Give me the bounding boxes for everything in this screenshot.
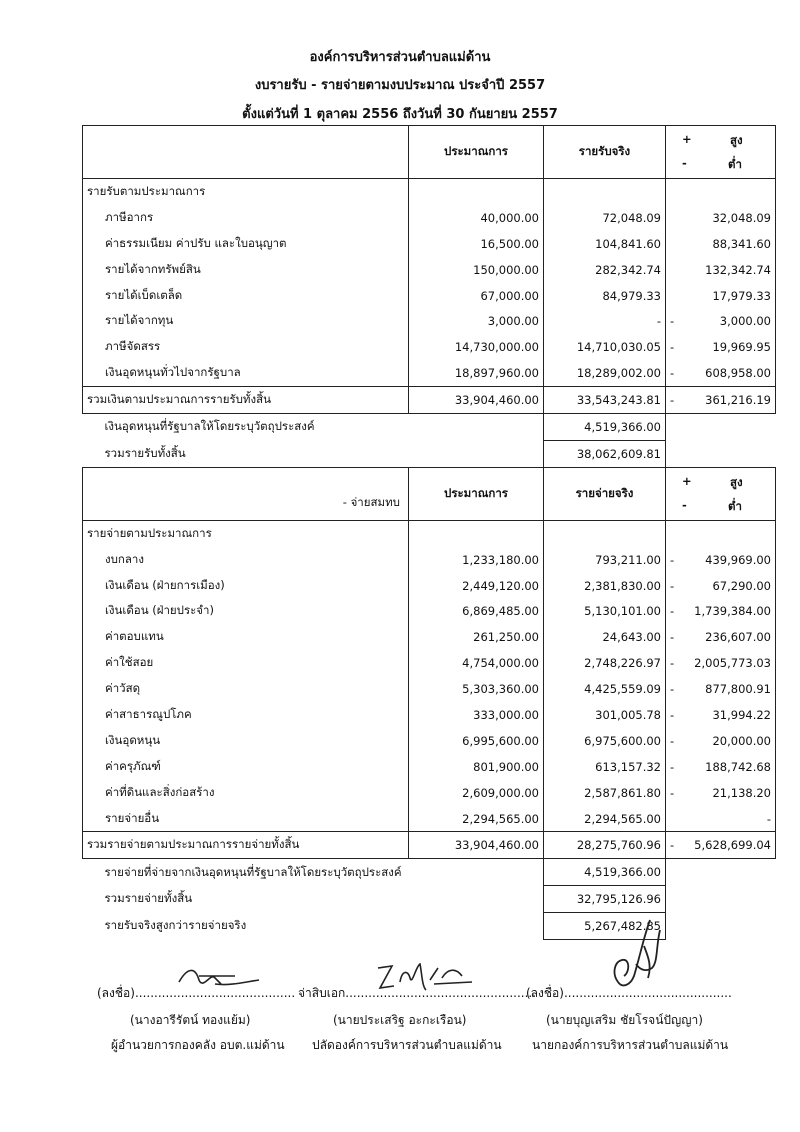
budget-value: 801,900.00 bbox=[409, 754, 544, 780]
actual-value: 5,130,101.00 bbox=[544, 598, 666, 624]
variance-value: 5,628,699.04 bbox=[694, 838, 771, 853]
actual-value: 4,519,366.00 bbox=[544, 414, 666, 441]
row-label: ค่าที่ดินและสิ่งก่อสร้าง bbox=[83, 780, 409, 806]
variance-sign: - bbox=[670, 552, 675, 567]
variance-sign: - bbox=[670, 759, 675, 774]
expense-row bbox=[83, 702, 776, 728]
handwritten-signature-1 bbox=[175, 962, 265, 992]
financial-table bbox=[82, 125, 776, 940]
income-total-row bbox=[83, 387, 776, 414]
variance-header-high: สูง bbox=[730, 474, 743, 489]
variance-sign: - bbox=[670, 733, 675, 748]
variance-value: 3,000.00 bbox=[719, 314, 771, 329]
variance-header-minus: - bbox=[682, 497, 687, 512]
variance-cell bbox=[666, 650, 776, 676]
actual-value: 32,795,126.96 bbox=[544, 886, 666, 913]
row-label: ภาษีจัดสรร bbox=[83, 334, 409, 360]
report-period: ตั้งแต่วันที่ 1 ตุลาคม 2556 ถึงวันที่ 30 กันยายน 2557 bbox=[242, 107, 558, 122]
row-label: เงินอุดหนุนที่รัฐบาลให้โดยระบุวัตถุประสงค์ bbox=[104, 419, 315, 434]
variance-value: 31,994.22 bbox=[712, 707, 771, 722]
actual-value: 301,005.78 bbox=[544, 702, 666, 728]
expense-row bbox=[83, 650, 776, 676]
variance-header-low: ต่ำ bbox=[728, 157, 742, 171]
budget-value: 333,000.00 bbox=[409, 702, 544, 728]
expense-row bbox=[83, 780, 776, 806]
row-label: ค่าวัสดุ bbox=[83, 676, 409, 702]
actual-value: 282,342.74 bbox=[544, 257, 666, 283]
budget-value: 6,995,600.00 bbox=[409, 728, 544, 754]
expense-row bbox=[83, 598, 776, 624]
variance-cell bbox=[666, 308, 776, 334]
variance-sign: - bbox=[670, 340, 675, 355]
actual-value: 5,267,482.85 bbox=[544, 913, 666, 940]
section-label: รายรับตามประมาณการ bbox=[83, 179, 409, 205]
row-label: รายจ่ายอื่น bbox=[83, 806, 409, 832]
income-grand-total-row bbox=[83, 440, 776, 467]
budget-value: 5,303,360.00 bbox=[409, 676, 544, 702]
actual-value: 2,381,830.00 bbox=[544, 573, 666, 599]
variance-cell bbox=[666, 231, 776, 257]
row-label: ค่าครุภัณฑ์ bbox=[83, 754, 409, 780]
variance-sign: - bbox=[670, 785, 675, 800]
variance-value: 88,341.60 bbox=[712, 236, 771, 251]
expense-row bbox=[83, 754, 776, 780]
row-label: รวมรายรับทั้งสิ้น bbox=[104, 445, 186, 460]
budget-value: 4,754,000.00 bbox=[409, 650, 544, 676]
expense-total-row bbox=[83, 832, 776, 859]
variance-sign: - bbox=[670, 366, 675, 381]
header-left-label: - จ่ายสมทบ bbox=[342, 494, 400, 509]
variance-value: 439,969.00 bbox=[705, 552, 771, 567]
budget-value: 6,869,485.00 bbox=[409, 598, 544, 624]
column-header-budget: ประมาณการ bbox=[409, 126, 544, 179]
actual-value: 14,710,030.05 bbox=[544, 334, 666, 360]
budget-value: 40,000.00 bbox=[409, 205, 544, 231]
signature-3-prefix: (ลงชื่อ) bbox=[526, 986, 564, 1000]
budget-value: 3,000.00 bbox=[409, 308, 544, 334]
variance-sign: - bbox=[670, 656, 675, 671]
row-label: รายได้จากทรัพย์สิน bbox=[83, 257, 409, 283]
budget-value: 18,897,960.00 bbox=[409, 360, 544, 386]
row-label: งบกลาง bbox=[83, 547, 409, 573]
signature-3-dots: ............................................ bbox=[563, 986, 732, 1000]
variance-cell bbox=[666, 728, 776, 754]
actual-total: 28,275,760.96 bbox=[544, 832, 666, 859]
actual-value: 793,211.00 bbox=[544, 547, 666, 573]
actual-value: 104,841.60 bbox=[544, 231, 666, 257]
variance-header-high: สูง bbox=[730, 133, 743, 147]
row-label: ค่าธรรมเนียม ค่าปรับ และใบอนุญาต bbox=[83, 231, 409, 257]
budget-value: 261,250.00 bbox=[409, 624, 544, 650]
row-label: เงินเดือน (ฝ่ายประจำ) bbox=[83, 598, 409, 624]
variance-cell bbox=[666, 806, 776, 832]
actual-value: 38,062,609.81 bbox=[544, 440, 666, 467]
column-header-variance bbox=[666, 467, 776, 520]
variance-value: 132,342.74 bbox=[705, 262, 771, 277]
budget-value: 2,449,120.00 bbox=[409, 573, 544, 599]
handwritten-signature-2 bbox=[372, 960, 482, 994]
variance-value: 2,005,773.03 bbox=[694, 656, 771, 671]
signature-1-prefix: (ลงชื่อ) bbox=[97, 986, 135, 1000]
actual-value: 2,294,565.00 bbox=[544, 806, 666, 832]
signature-1-name: (นางอารีรัตน์ ทองแย้ม) bbox=[130, 1013, 251, 1027]
row-label: เงินเดือน (ฝ่ายการเมือง) bbox=[83, 573, 409, 599]
signature-1-dots: .......................................... bbox=[134, 986, 296, 1000]
actual-value: 6,975,600.00 bbox=[544, 728, 666, 754]
variance-value: 608,958.00 bbox=[705, 366, 771, 381]
budget-value: 150,000.00 bbox=[409, 257, 544, 283]
variance-value: 877,800.91 bbox=[705, 682, 771, 697]
variance-cell bbox=[666, 754, 776, 780]
budget-value: 2,294,565.00 bbox=[409, 806, 544, 832]
variance-value: 32,048.09 bbox=[712, 210, 771, 225]
budget-value: 16,500.00 bbox=[409, 231, 544, 257]
budget-value: 14,730,000.00 bbox=[409, 334, 544, 360]
income-row bbox=[83, 308, 776, 334]
expense-row bbox=[83, 806, 776, 832]
report-title: งบรายรับ - รายจ่ายตามงบประมาณ ประจำปี 2557 bbox=[254, 78, 546, 93]
income-row bbox=[83, 205, 776, 231]
expense-header-row bbox=[83, 467, 776, 520]
variance-cell bbox=[666, 676, 776, 702]
column-header-budget: ประมาณการ bbox=[409, 467, 544, 520]
variance-cell bbox=[666, 547, 776, 573]
row-label: ค่าสาธารณูปโภค bbox=[83, 702, 409, 728]
budget-total: 33,904,460.00 bbox=[409, 832, 544, 859]
variance-cell bbox=[666, 360, 776, 386]
variance-value: 67,290.00 bbox=[712, 578, 771, 593]
variance-value: 20,000.00 bbox=[712, 733, 771, 748]
variance-total-cell bbox=[666, 387, 776, 414]
actual-value: 72,048.09 bbox=[544, 205, 666, 231]
income-section-row bbox=[83, 179, 776, 205]
variance-value: - bbox=[766, 811, 771, 826]
signature-3-title: นายกองค์การบริหารส่วนตำบลแม่ด้าน bbox=[532, 1038, 729, 1052]
expense-section-row bbox=[83, 520, 776, 546]
row-label: ค่าใช้สอย bbox=[83, 650, 409, 676]
row-label: ภาษีอากร bbox=[83, 205, 409, 231]
variance-sign: - bbox=[670, 604, 675, 619]
budget-value: 2,609,000.00 bbox=[409, 780, 544, 806]
row-label: เงินอุดหนุนทั่วไปจากรัฐบาล bbox=[83, 360, 409, 386]
actual-value: - bbox=[544, 308, 666, 334]
income-row bbox=[83, 334, 776, 360]
row-label: รายได้เบ็ดเตล็ด bbox=[83, 283, 409, 309]
column-header-actual: รายรับจริง bbox=[544, 126, 666, 179]
total-label: รวมรายจ่ายตามประมาณการรายจ่ายทั้งสิ้น bbox=[83, 832, 409, 859]
column-header-variance bbox=[666, 126, 776, 179]
expense-subsidy-row bbox=[83, 859, 776, 886]
budget-value: 67,000.00 bbox=[409, 283, 544, 309]
expense-row bbox=[83, 728, 776, 754]
handwritten-signature-3 bbox=[600, 916, 670, 994]
signature-2-name: (นายประเสริฐ อะกะเรือน) bbox=[333, 1013, 467, 1027]
actual-value: 2,748,226.97 bbox=[544, 650, 666, 676]
expense-grand-total-row bbox=[83, 886, 776, 913]
expense-row bbox=[83, 573, 776, 599]
actual-value: 18,289,002.00 bbox=[544, 360, 666, 386]
income-row bbox=[83, 231, 776, 257]
variance-cell bbox=[666, 702, 776, 728]
budget-total: 33,904,460.00 bbox=[409, 387, 544, 414]
section-label: รายจ่ายตามประมาณการ bbox=[83, 520, 409, 546]
actual-value: 84,979.33 bbox=[544, 283, 666, 309]
org-title: องค์การบริหารส่วนตำบลแม่ด้าน bbox=[309, 50, 491, 65]
variance-cell bbox=[666, 283, 776, 309]
variance-value: 361,216.19 bbox=[705, 393, 771, 408]
variance-sign: - bbox=[670, 578, 675, 593]
row-label: รวมรายจ่ายทั้งสิ้น bbox=[104, 891, 193, 906]
row-label: เงินอุดหนุน bbox=[83, 728, 409, 754]
variance-header-plus: + bbox=[682, 132, 692, 146]
variance-sign: - bbox=[670, 314, 675, 329]
variance-cell bbox=[666, 205, 776, 231]
expense-row bbox=[83, 547, 776, 573]
income-header-row bbox=[83, 126, 776, 179]
surplus-row bbox=[83, 913, 776, 940]
header-label-cell bbox=[83, 126, 409, 179]
signature-2-prefix: จ่าสิบเอก bbox=[298, 986, 346, 1000]
actual-value: 4,425,559.09 bbox=[544, 676, 666, 702]
variance-value: 17,979.33 bbox=[712, 288, 771, 303]
row-label: รายรับจริงสูงกว่ารายจ่ายจริง bbox=[104, 918, 247, 933]
variance-sign: - bbox=[670, 630, 675, 645]
variance-header-minus: - bbox=[682, 156, 687, 170]
variance-header-low: ต่ำ bbox=[728, 498, 742, 513]
row-label: รายจ่ายที่จ่ายจากเงินอุดหนุนที่รัฐบาลให้โดยระบุวัตถุประสงค์ bbox=[104, 864, 402, 879]
variance-cell bbox=[666, 573, 776, 599]
variance-sign: - bbox=[670, 707, 675, 722]
signature-2-title: ปลัดองค์การบริหารส่วนตำบลแม่ด้าน bbox=[312, 1038, 502, 1052]
variance-value: 21,138.20 bbox=[712, 785, 771, 800]
budget-value: 1,233,180.00 bbox=[409, 547, 544, 573]
variance-value: 1,739,384.00 bbox=[694, 604, 771, 619]
variance-cell bbox=[666, 780, 776, 806]
actual-value: 2,587,861.80 bbox=[544, 780, 666, 806]
variance-sign: - bbox=[670, 393, 675, 408]
variance-cell bbox=[666, 334, 776, 360]
variance-value: 19,969.95 bbox=[712, 340, 771, 355]
income-row bbox=[83, 283, 776, 309]
total-label: รวมเงินตามประมาณการรายรับทั้งสิ้น bbox=[83, 387, 409, 414]
expense-row bbox=[83, 676, 776, 702]
variance-header-plus: + bbox=[682, 473, 692, 488]
signature-3-name: (นายบุญเสริม ชัยโรจน์ปัญญา) bbox=[546, 1013, 703, 1027]
variance-value: 188,742.68 bbox=[705, 759, 771, 774]
variance-cell bbox=[666, 257, 776, 283]
expense-row bbox=[83, 624, 776, 650]
actual-value: 4,519,366.00 bbox=[544, 859, 666, 886]
column-header-actual: รายจ่ายจริง bbox=[544, 467, 666, 520]
signature-1-title: ผู้อำนวยการกองคลัง อบต.แม่ด้าน bbox=[111, 1038, 285, 1052]
variance-sign: - bbox=[670, 838, 675, 853]
income-subsidy-row bbox=[83, 414, 776, 441]
row-label: รายได้จากทุน bbox=[83, 308, 409, 334]
signature-2-dots: .................................................. bbox=[345, 986, 537, 1000]
variance-cell bbox=[666, 598, 776, 624]
variance-sign: - bbox=[670, 682, 675, 697]
actual-value: 24,643.00 bbox=[544, 624, 666, 650]
income-row bbox=[83, 360, 776, 386]
variance-value: 236,607.00 bbox=[705, 630, 771, 645]
actual-total: 33,543,243.81 bbox=[544, 387, 666, 414]
variance-cell bbox=[666, 624, 776, 650]
row-label: ค่าตอบแทน bbox=[83, 624, 409, 650]
income-row bbox=[83, 257, 776, 283]
variance-total-cell bbox=[666, 832, 776, 859]
header-label-cell bbox=[83, 467, 409, 520]
actual-value: 613,157.32 bbox=[544, 754, 666, 780]
